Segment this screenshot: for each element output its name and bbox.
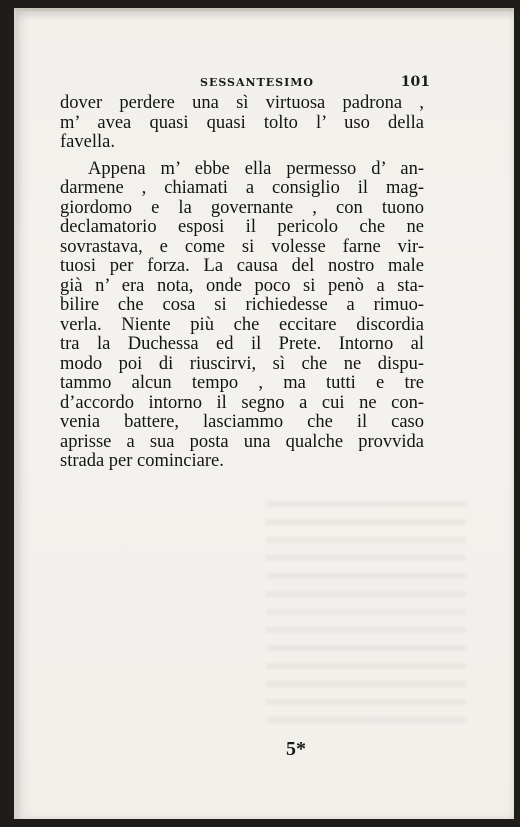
chapter-title: SESSANTESIMO — [200, 76, 314, 89]
text-line: verla. Niente più che eccitare discordia — [60, 315, 424, 335]
text-line: venia battere, lasciammo che il caso — [60, 413, 424, 432]
text-line: declamatorio esposi il pericolo che ne — [60, 218, 424, 237]
text-line: Appena m’ ebbe ella permesso d’ an- — [88, 159, 424, 179]
text-line: tra la Duchessa ed il Prete. Intorno al — [60, 335, 424, 354]
text-line: m’ avea quasi quasi tolto l’ uso della — [60, 113, 424, 133]
show-through-text — [266, 501, 466, 731]
paragraph-gap — [60, 153, 424, 160]
text-line: tuosi per forza. La causa del nostro male — [60, 257, 424, 276]
text-line: modo poi di riuscirvi, sì che ne dispu- — [60, 354, 424, 374]
signature-mark: 5* — [286, 738, 306, 760]
text-line: bilire che cosa si richiedesse a rimuo- — [60, 296, 424, 315]
text-line: sovrastava, e come si volesse farne vir- — [60, 237, 424, 257]
running-head — [60, 72, 430, 94]
text-line: aprisse a sua posta una qualche provvida — [60, 432, 424, 452]
text-line: darmene , chiamati a consiglio il mag- — [60, 179, 424, 198]
text-line: favella. — [60, 133, 115, 152]
text-line: giordomo e la governante , con tuono — [60, 198, 424, 218]
body-text — [60, 94, 424, 472]
text-line: già n’ era nota, onde poco si penò a sta- — [60, 276, 424, 296]
text-line: strada per cominciare. — [60, 452, 224, 471]
text-line: tammo alcun tempo , ma tutti e tre — [60, 374, 424, 393]
text-line: dover perdere una sì virtuosa padrona , — [60, 94, 424, 113]
text-line: d’accordo intorno il segno a cui ne con- — [60, 393, 424, 413]
page-number: 101 — [400, 74, 430, 90]
